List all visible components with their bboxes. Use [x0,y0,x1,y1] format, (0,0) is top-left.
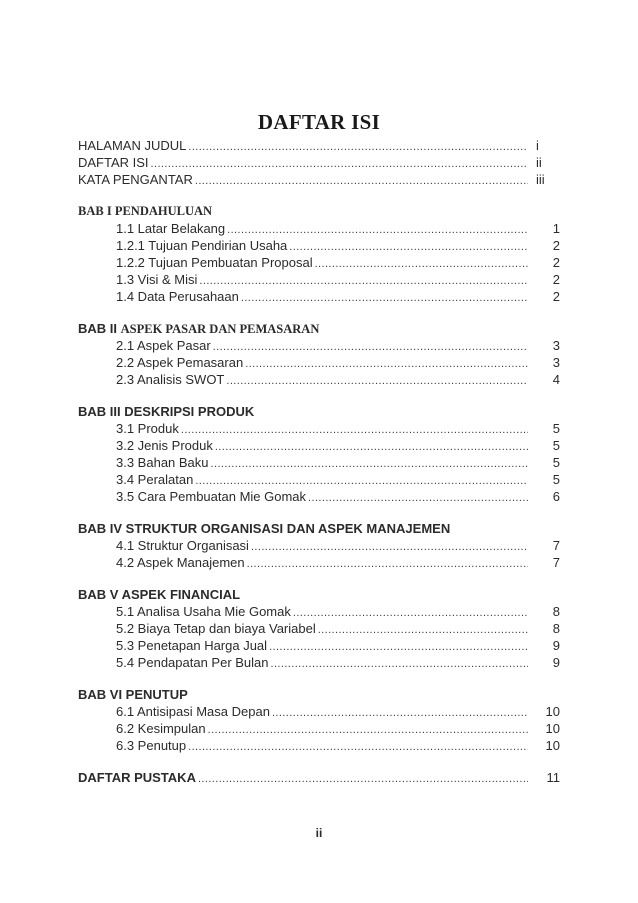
toc-entry[interactable] [78,354,560,371]
table-of-contents [78,137,560,786]
toc-entry-page: 9 [552,655,560,670]
toc-entry-page: 5 [552,421,560,436]
dot-leader [245,357,528,371]
toc-entry-label: 2.3 Analisis SWOT [116,372,225,387]
chapter-heading-text: BAB VI PENUTUP [78,687,188,702]
chapter-heading-bab-5 [78,586,560,603]
chapter-heading-text: BAB V ASPEK FINANCIAL [78,587,241,602]
dot-leader [251,540,528,554]
toc-entry-label: 6.1 Antisipasi Masa Depan [116,704,270,719]
chapter-heading-text: BAB II [78,321,121,336]
toc-entry-page: 10 [545,738,560,753]
toc-entry-page: 4 [552,372,560,387]
dot-leader [269,640,528,654]
toc-entry[interactable] [78,488,560,505]
chapter-heading-text: BAB I PENDAHULUAN [78,204,213,218]
dot-leader [271,657,528,671]
toc-entry-daftar-isi[interactable] [78,154,560,171]
dot-leader [188,740,528,754]
toc-entry[interactable] [78,437,560,454]
dot-leader [241,291,528,305]
toc-entry-page: 2 [552,238,560,253]
toc-entry[interactable] [78,703,560,720]
dot-leader [195,174,528,188]
toc-entry-label: 1.4 Data Perusahaan [116,289,239,304]
toc-entry[interactable] [78,420,560,437]
page-number: ii [315,826,323,840]
toc-entry-label: HALAMAN JUDUL [78,138,187,153]
chapter-heading-text: BAB IV STRUKTUR ORGANISASI DAN ASPEK MANAJEMEN [78,521,451,536]
dot-leader [211,457,528,471]
dot-leader [198,772,528,786]
dot-leader [151,157,528,171]
dot-leader [181,423,528,437]
chapter-heading-bab-4 [78,520,560,537]
toc-entry[interactable] [78,254,560,271]
chapter-heading-bab-6 [78,686,560,703]
toc-entry-label: 5.3 Penetapan Harga Jual [116,638,268,653]
toc-entry-label: 3.5 Cara Pembuatan Mie Gomak [116,489,307,504]
dot-leader [195,474,528,488]
toc-entry-page: 3 [552,355,560,370]
toc-entry-label: DAFTAR ISI [78,155,149,170]
toc-entry-label: 1.3 Visi & Misi [116,272,198,287]
toc-entry-page: iii [536,172,545,187]
toc-entry-page: 10 [545,721,560,736]
toc-entry[interactable] [78,371,560,388]
dot-leader [188,140,528,154]
toc-entry-halaman-judul[interactable] [78,137,560,154]
toc-entry-page: 7 [552,538,560,553]
toc-entry-page: 5 [552,472,560,487]
toc-entry-page: 1 [552,221,560,236]
toc-entry-page: i [536,138,539,153]
dot-leader [247,557,528,571]
dot-leader [318,623,528,637]
toc-entry-label: 1.2.2 Tujuan Pembuatan Proposal [116,255,313,270]
toc-entry-label: 6.3 Penutup [116,738,187,753]
chapter-heading-subtitle: ASPEK PASAR DAN PEMASARAN [120,322,320,336]
toc-entry-page: 2 [552,272,560,287]
dot-leader [213,340,528,354]
toc-entry-label: 5.4 Pendapatan Per Bulan [116,655,269,670]
toc-entry-label: 5.1 Analisa Usaha Mie Gomak [116,604,291,619]
toc-entry-label: 1.1 Latar Belakang [116,221,226,236]
toc-entry-page: 7 [552,555,560,570]
dot-leader [293,606,528,620]
toc-entry[interactable] [78,471,560,488]
chapter-heading-bab-3 [78,403,560,420]
toc-entry-label: 3.1 Produk [116,421,179,436]
toc-entry-page: 10 [545,704,560,719]
toc-entry-label: KATA PENGANTAR [78,172,193,187]
toc-entry[interactable] [78,637,560,654]
toc-entry[interactable] [78,237,560,254]
dot-leader [308,491,528,505]
toc-entry-page: 11 [546,770,560,785]
toc-entry[interactable] [78,271,560,288]
toc-entry-label: 4.2 Aspek Manajemen [116,555,245,570]
toc-entry-label: 3.2 Jenis Produk [116,438,213,453]
page-title: DAFTAR ISI [257,110,381,134]
toc-entry-label: 3.3 Bahan Baku [116,455,209,470]
toc-entry-page: 2 [552,255,560,270]
toc-entry[interactable] [78,737,560,754]
toc-entry[interactable] [78,337,560,354]
chapter-heading-bab-1 [78,203,560,220]
toc-entry-label: 4.1 Struktur Organisasi [116,538,249,553]
toc-entry-page: 2 [552,289,560,304]
toc-entry-label: 1.2.1 Tujuan Pendirian Usaha [116,238,288,253]
toc-entry-page: 9 [552,638,560,653]
toc-entry-page: 5 [552,438,560,453]
dot-leader [226,374,528,388]
toc-entry[interactable] [78,220,560,237]
dot-leader [208,723,528,737]
toc-entry-page: 3 [552,338,560,353]
toc-entry[interactable] [78,554,560,571]
toc-entry-label: 2.1 Aspek Pasar [116,338,211,353]
toc-entry-page: ii [536,155,542,170]
toc-entry-label: 6.2 Kesimpulan [116,721,206,736]
toc-entry[interactable] [78,288,560,305]
dot-leader [289,240,528,254]
toc-entry-page: 6 [552,489,560,504]
toc-entry[interactable] [78,537,560,554]
toc-entry-label: 2.2 Aspek Pemasaran [116,355,244,370]
toc-entry[interactable] [78,603,560,620]
toc-entry[interactable] [78,454,560,471]
toc-entry-page: 8 [552,604,560,619]
toc-entry-kata-pengantar[interactable] [78,171,560,188]
dot-leader [227,223,528,237]
dot-leader [315,257,528,271]
chapter-heading-bab-2 [78,320,560,337]
toc-entry[interactable] [78,620,560,637]
toc-entry[interactable] [78,720,560,737]
toc-entry[interactable] [78,654,560,671]
dot-leader [272,706,528,720]
toc-entry-label: 3.4 Peralatan [116,472,194,487]
toc-entry-label: DAFTAR PUSTAKA [78,770,196,785]
toc-entry-label: 5.2 Biaya Tetap dan biaya Variabel [116,621,316,636]
dot-leader [215,440,528,454]
toc-entry-daftar-pustaka[interactable] [78,769,560,786]
toc-entry-page: 5 [552,455,560,470]
toc-entry-page: 8 [552,621,560,636]
chapter-heading-text: BAB III DESKRIPSI PRODUK [78,404,255,419]
dot-leader [199,274,528,288]
